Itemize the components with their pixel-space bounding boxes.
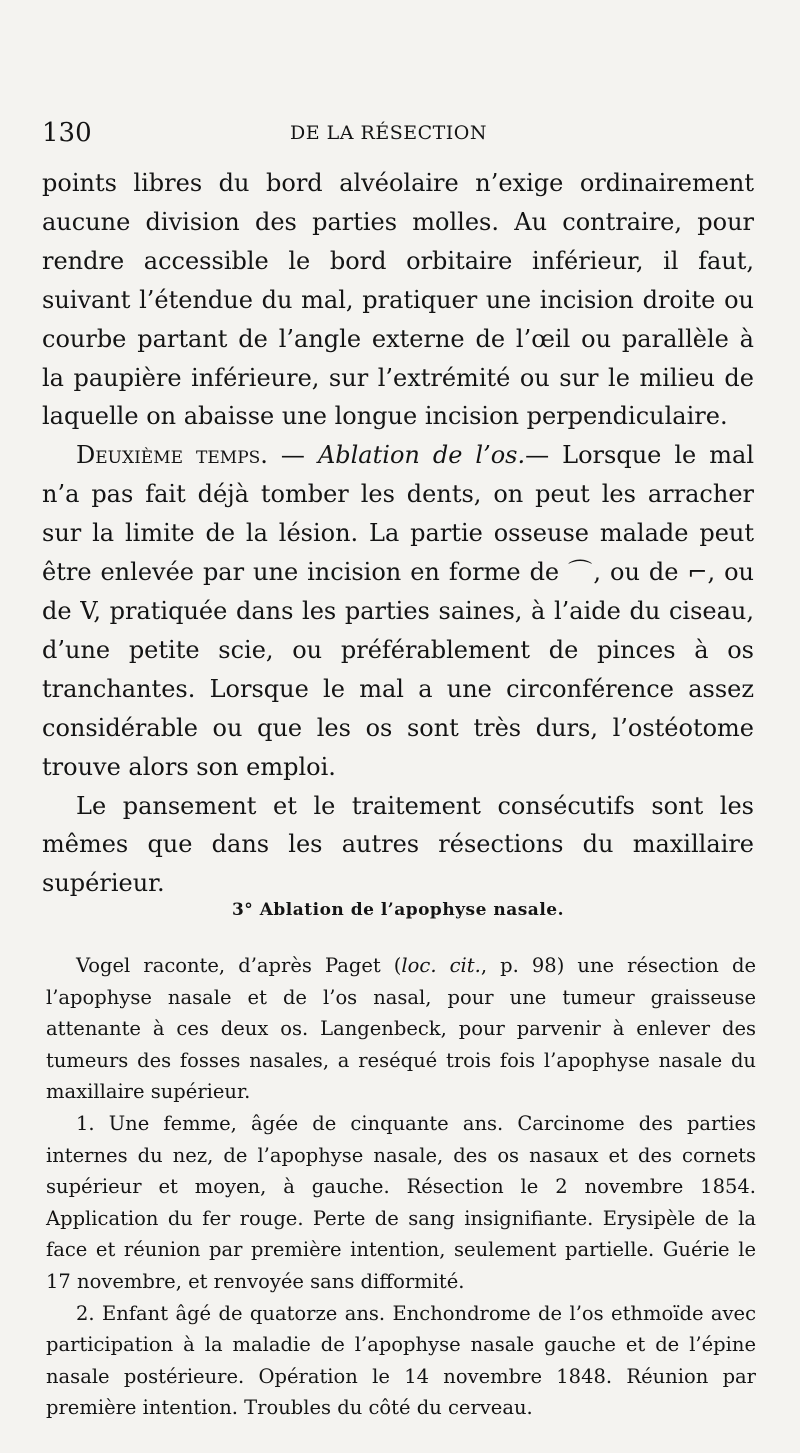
intro-part-a: Vogel raconte, d’après Paget ( [76, 954, 402, 977]
section-text [46, 950, 756, 1424]
step-dash: — [267, 441, 318, 470]
intro-part-b: , p. 98) une résection de l’apophyse nasale et de l’os nasal, pour une tumeur graisseuse attenante à ces deux os. Langenbeck, pour parvenir à enlever des tumeurs des fosses nasales, a reséqué trois fois l’apophyse nasale du maxillaire supérieur. [46, 954, 756, 1104]
step-title: Ablation de l’os. [317, 441, 526, 470]
step-text: — Lorsque le mal n’a pas fait déjà tomber les dents, on peut les arracher sur la limite de la lésion. La partie osseuse malade peut être enlevée par une incision en forme de ⌒, ou de ⌐, ou de V, pratiquée dans les parties saines, à l’aide du ciseau, d’une petite scie, ou préférablement de pinces à os tranchantes. Lorsque le mal a une circonférence assez considérable ou que les os sont très durs, l’ostéotome trouve alors son emploi. [42, 441, 754, 781]
paragraph-pansement: Le pansement et le traitement consécutifs sont les mêmes que dans les autres résections du maxillaire supérieur. [42, 791, 754, 898]
page-header [42, 118, 752, 154]
paragraph-intro [46, 950, 756, 1108]
case-2: 2. Enfant âgé de quatorze ans. Enchondrome de l’os ethmoïde avec participation à la maladie de l’apophyse nasale gauche et de l’épine nasale postérieure. Opération le 14 novembre 1848. Réunion par première intention. Troubles du côté du cerveau. [46, 1301, 756, 1420]
paragraph-incision: points libres du bord alvéolaire n’exige ordinairement aucune division des parties molles. Au contraire, pour rendre accessible le bord orbitaire inférieur, il faut, suivant l’étendue du mal, pratiquer une incision droite ou courbe partant de l’angle externe de l’œil ou parallèle à la paupière inférieure, sur l’extrémité ou sur le milieu de laquelle on abaisse une longue incision perpendiculaire. [42, 169, 754, 431]
section-heading: 3° Ablation de l’apophyse nasale. [231, 900, 565, 920]
intro-citation: loc. cit. [401, 954, 481, 977]
main-text [42, 164, 754, 903]
paragraph-deuxieme-temps [42, 436, 754, 786]
running-title: DE LA RÉSECTION [290, 122, 487, 144]
case-1: 1. Une femme, âgée de cinquante ans. Carcinome des parties internes du nez, de l’apophyse nasale, des os nasaux et des cornets supérieur et moyen, à gauche. Résection le 2 novembre 1854. Application du fer rouge. Perte de sang insignifiante. Erysipèle de la face et réunion par première intention, seulement partielle. Guérie le 17 novembre, et renvoyée sans difformité. [46, 1111, 756, 1293]
step-label: Deuxième temps. [76, 441, 268, 470]
page-number: 130 [42, 118, 92, 148]
